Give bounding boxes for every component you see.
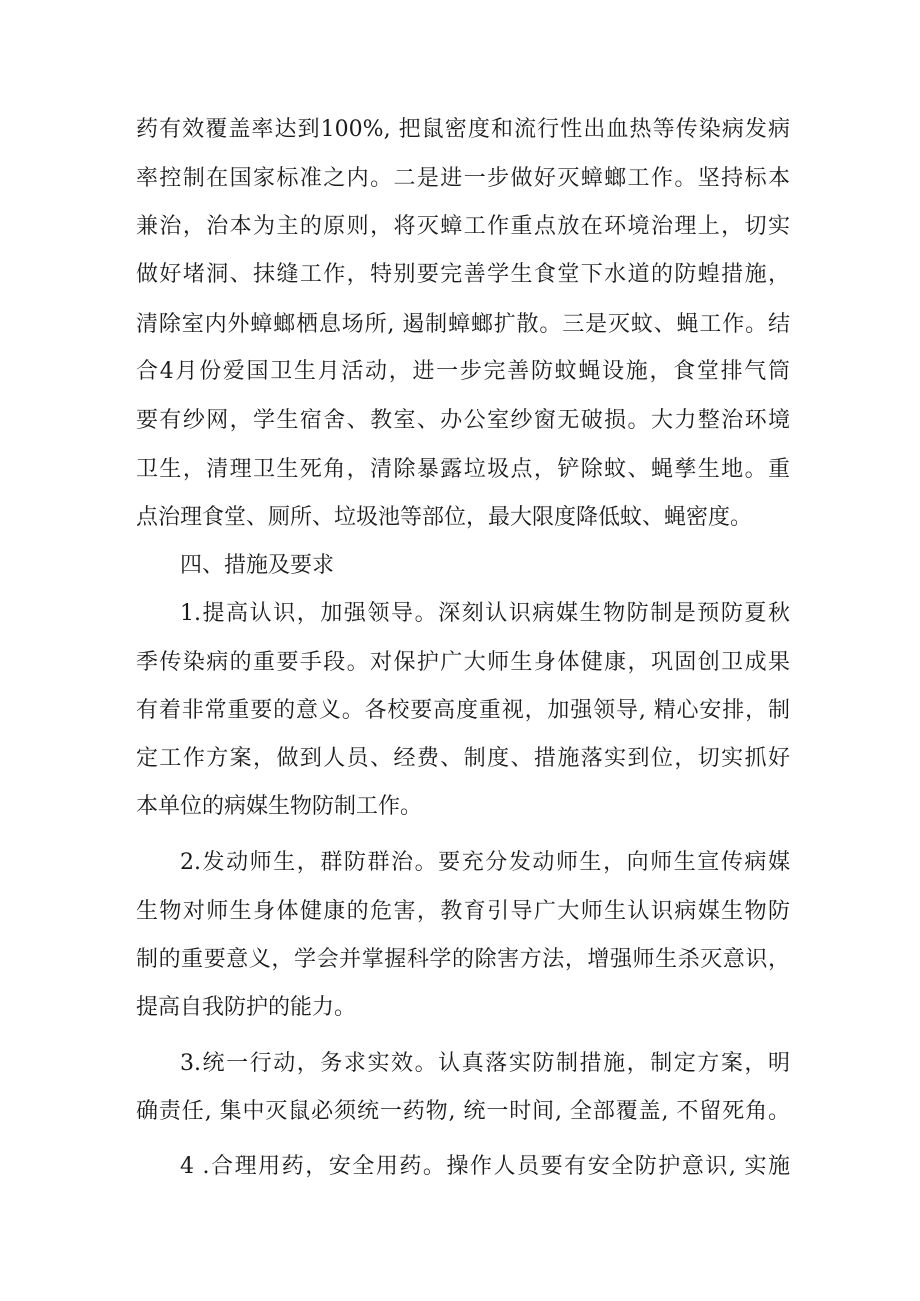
paragraph-line: 生物对师生身体健康的危害，教育引导广大师生认识病媒生物防 [136,899,790,924]
paragraph-line: 制的重要意义，学会并掌握科学的除害方法，增强师生杀灭意识， [136,947,790,972]
paragraph-line: 提高自我防护的能力。 [136,995,357,1020]
paragraph-line: 清除室内外蟑螂栖息场所, 遏制蟑螂扩散。三是灭蚊、蝇工作。结 [136,312,790,337]
paragraph-line: 药有效覆盖率达到100%, 把鼠密度和流行性出血热等传染病发病 [136,117,790,142]
paragraph-line: 合4月份爱国卫生月活动，进一步完善防蚊蝇设施，食堂排气筒 [136,359,790,384]
paragraph-line: 兼治，治本为主的原则，将灭蟑工作重点放在环境治理上，切实 [136,214,790,239]
paragraph-line: 做好堵洞、抹缝工作，特别要完善学生食堂下水道的防蝗措施， [136,262,790,287]
paragraph-line: 定工作方案，做到人员、经费、制度、措施落实到位，切实抓好 [136,746,790,771]
section-heading: 四、措施及要求 [180,553,335,578]
paragraph-line: 本单位的病媒生物防制工作。 [136,794,423,819]
paragraph-line: 季传染病的重要手段。对保护广大师生身体健康，巩固创卫成果 [136,650,790,675]
paragraph-line: 2.发动师生，群防群治。要充分发动师生，向师生宣传病媒 [180,850,790,875]
paragraph-line: 确责任, 集中灭鼠必须统一药物, 统一时间, 全部覆盖, 不留死角。 [136,1099,790,1124]
paragraph-line: 3.统一行动，务求实效。认真落实防制措施，制定方案，明 [180,1051,790,1076]
paragraph-line: 点治理食堂、厕所、垃圾池等部位，最大限度降低蚊、蝇密度。 [136,505,753,530]
paragraph-line: 率控制在国家标准之内。二是进一步做好灭蟑螂工作。坚持标本 [136,166,790,191]
paragraph-line: 有着非常重要的意义。各校要高度重视，加强领导, 精心安排，制 [136,698,790,723]
paragraph-line: 要有纱网，学生宿舍、教室、办公室纱窗无破损。大力整治环境 [136,408,790,433]
paragraph-line: 1.提高认识，加强领导。深刻认识病媒生物防制是预防夏秋 [180,601,790,626]
paragraph-line: 卫生，清理卫生死角，清除暴露垃圾点，铲除蚊、蝇孳生地。重 [136,457,790,482]
paragraph-line: 4 .合理用药，安全用药。操作人员要有安全防护意识, 实施 [180,1154,790,1179]
